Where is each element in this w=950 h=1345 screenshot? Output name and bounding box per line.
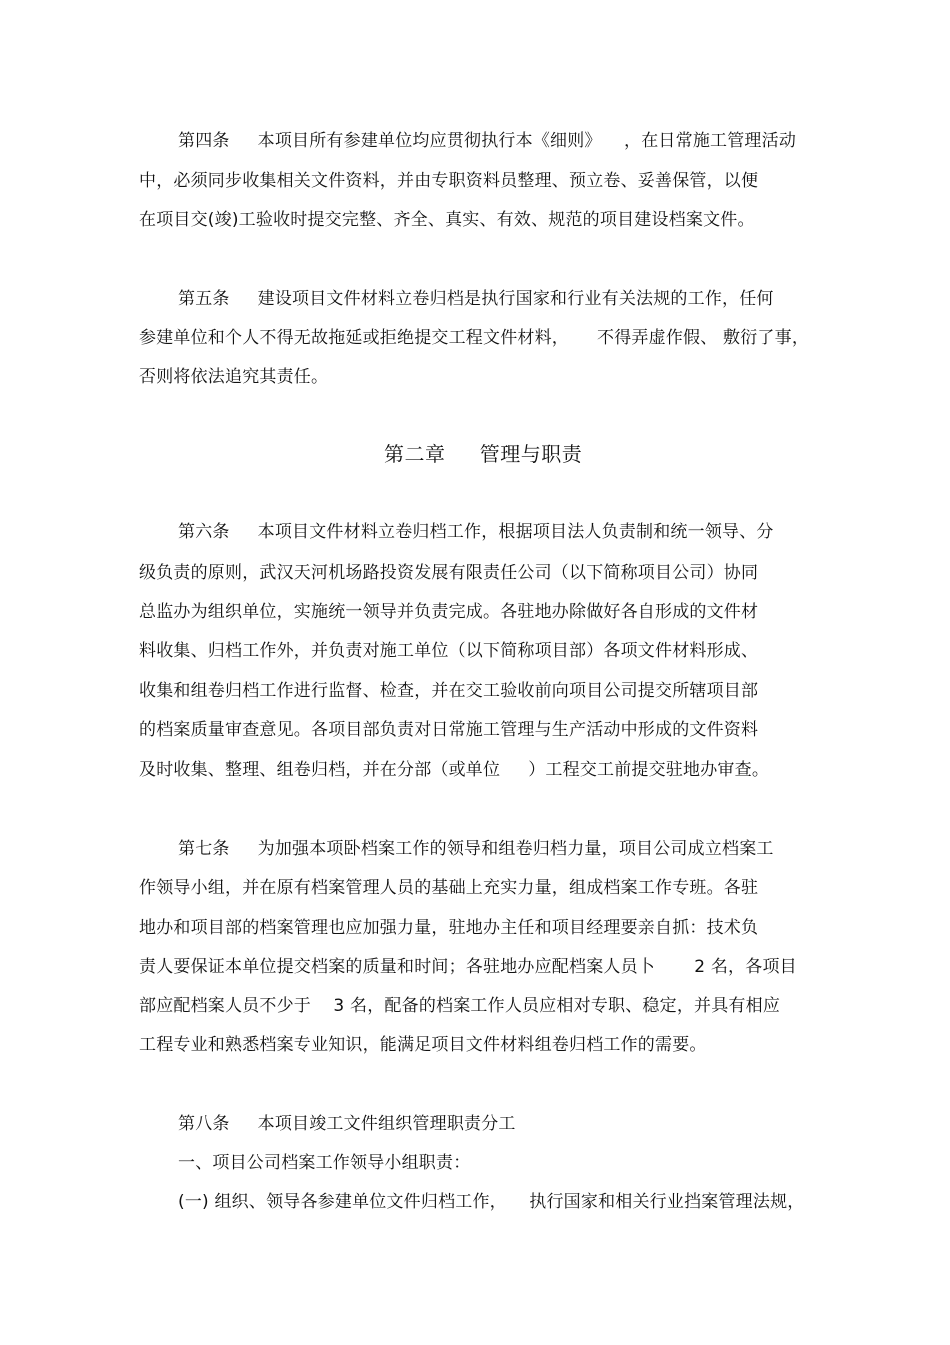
article-4-line-2: 中，必须同步收集相关文件资料，并由专职资料员整理、预立卷、妥善保管，以便 [139, 171, 759, 191]
article-7-line-1: 第七条 为加强本项卧档案工作的领导和组卷归档力量，项目公司成立档案工 [178, 839, 774, 859]
chapter-2-title: 第二章 管理与职责 [384, 442, 583, 466]
article-6-line-5: 收集和组卷归档工作进行监督、检查，并在交工验收前向项目公司提交所辖项目部 [139, 681, 759, 701]
article-8-line-3: (一) 组织、领导各参建单位文件归档工作， 执行国家和相关行业挡案管理法规， [178, 1192, 805, 1212]
article-4-line-3: 在项目交(竣)工验收时提交完整、齐全、真实、有效、规范的项目建设档案文件。 [139, 210, 755, 230]
article-7-line-6: 工程专业和熟悉档案专业知识，能满足项目文件材料组卷归档工作的需要。 [139, 1035, 707, 1055]
article-6-line-3: 总监办为组织单位，实施统一领导并负责完成。各驻地办除做好各自形成的文件材 [139, 602, 759, 622]
article-6-line-7: 及时收集、整理、组卷归档，并在分部（或单位 ）工程交工前提交驻地办审查。 [139, 760, 770, 780]
article-7-line-5: 部应配档案人员不少于 3 名，配备的档案工作人员应相对专职、稳定，并具有相应 [139, 996, 781, 1016]
article-8-line-1: 第八条 本项目竣工文件组织管理职责分工 [178, 1114, 516, 1134]
article-7-line-4: 责人要保证本单位提交档案的质量和时间；各驻地办应配档案人员卜 2 名，各项目 [139, 957, 797, 977]
article-5-line-2: 参建单位和个人不得无故拖延或拒绝提交工程文件材料， 不得弄虚作假、 敷衍了事， [139, 328, 810, 348]
article-6-line-2: 级负责的原则，武汉天河机场路投资发展有限责任公司（以下简称项目公司）协同 [139, 563, 759, 583]
article-5-line-1: 第五条 建设项目文件材料立卷归档是执行国家和行业有关法规的工作，任何 [178, 289, 774, 309]
article-4-line-1: 第四条 本项目所有参建单位均应贯彻执行本《细则》 ，在日常施工管理活动 [178, 131, 797, 151]
article-8-line-2: 一、项目公司档案工作领导小组职责： [178, 1153, 471, 1173]
article-6-line-6: 的档案质量审查意见。各项目部负责对日常施工管理与生产活动中形成的文件资料 [139, 720, 759, 740]
article-7-line-3: 地办和项目部的档案管理也应加强力量，驻地办主任和项目经理要亲自抓：技术负 [139, 918, 759, 938]
article-6-line-4: 料收集、归档工作外，并负责对施工单位（以下简称项目部）各项文件材料形成、 [139, 641, 759, 661]
article-7-line-2: 作领导小组，并在原有档案管理人员的基础上充实力量，组成档案工作专班。各驻 [139, 878, 759, 898]
article-6-line-1: 第六条 本项目文件材料立卷归档工作，根据项目法人负责制和统一领导、分 [178, 522, 774, 542]
article-5-line-3: 否则将依法追究其责任。 [139, 367, 329, 387]
